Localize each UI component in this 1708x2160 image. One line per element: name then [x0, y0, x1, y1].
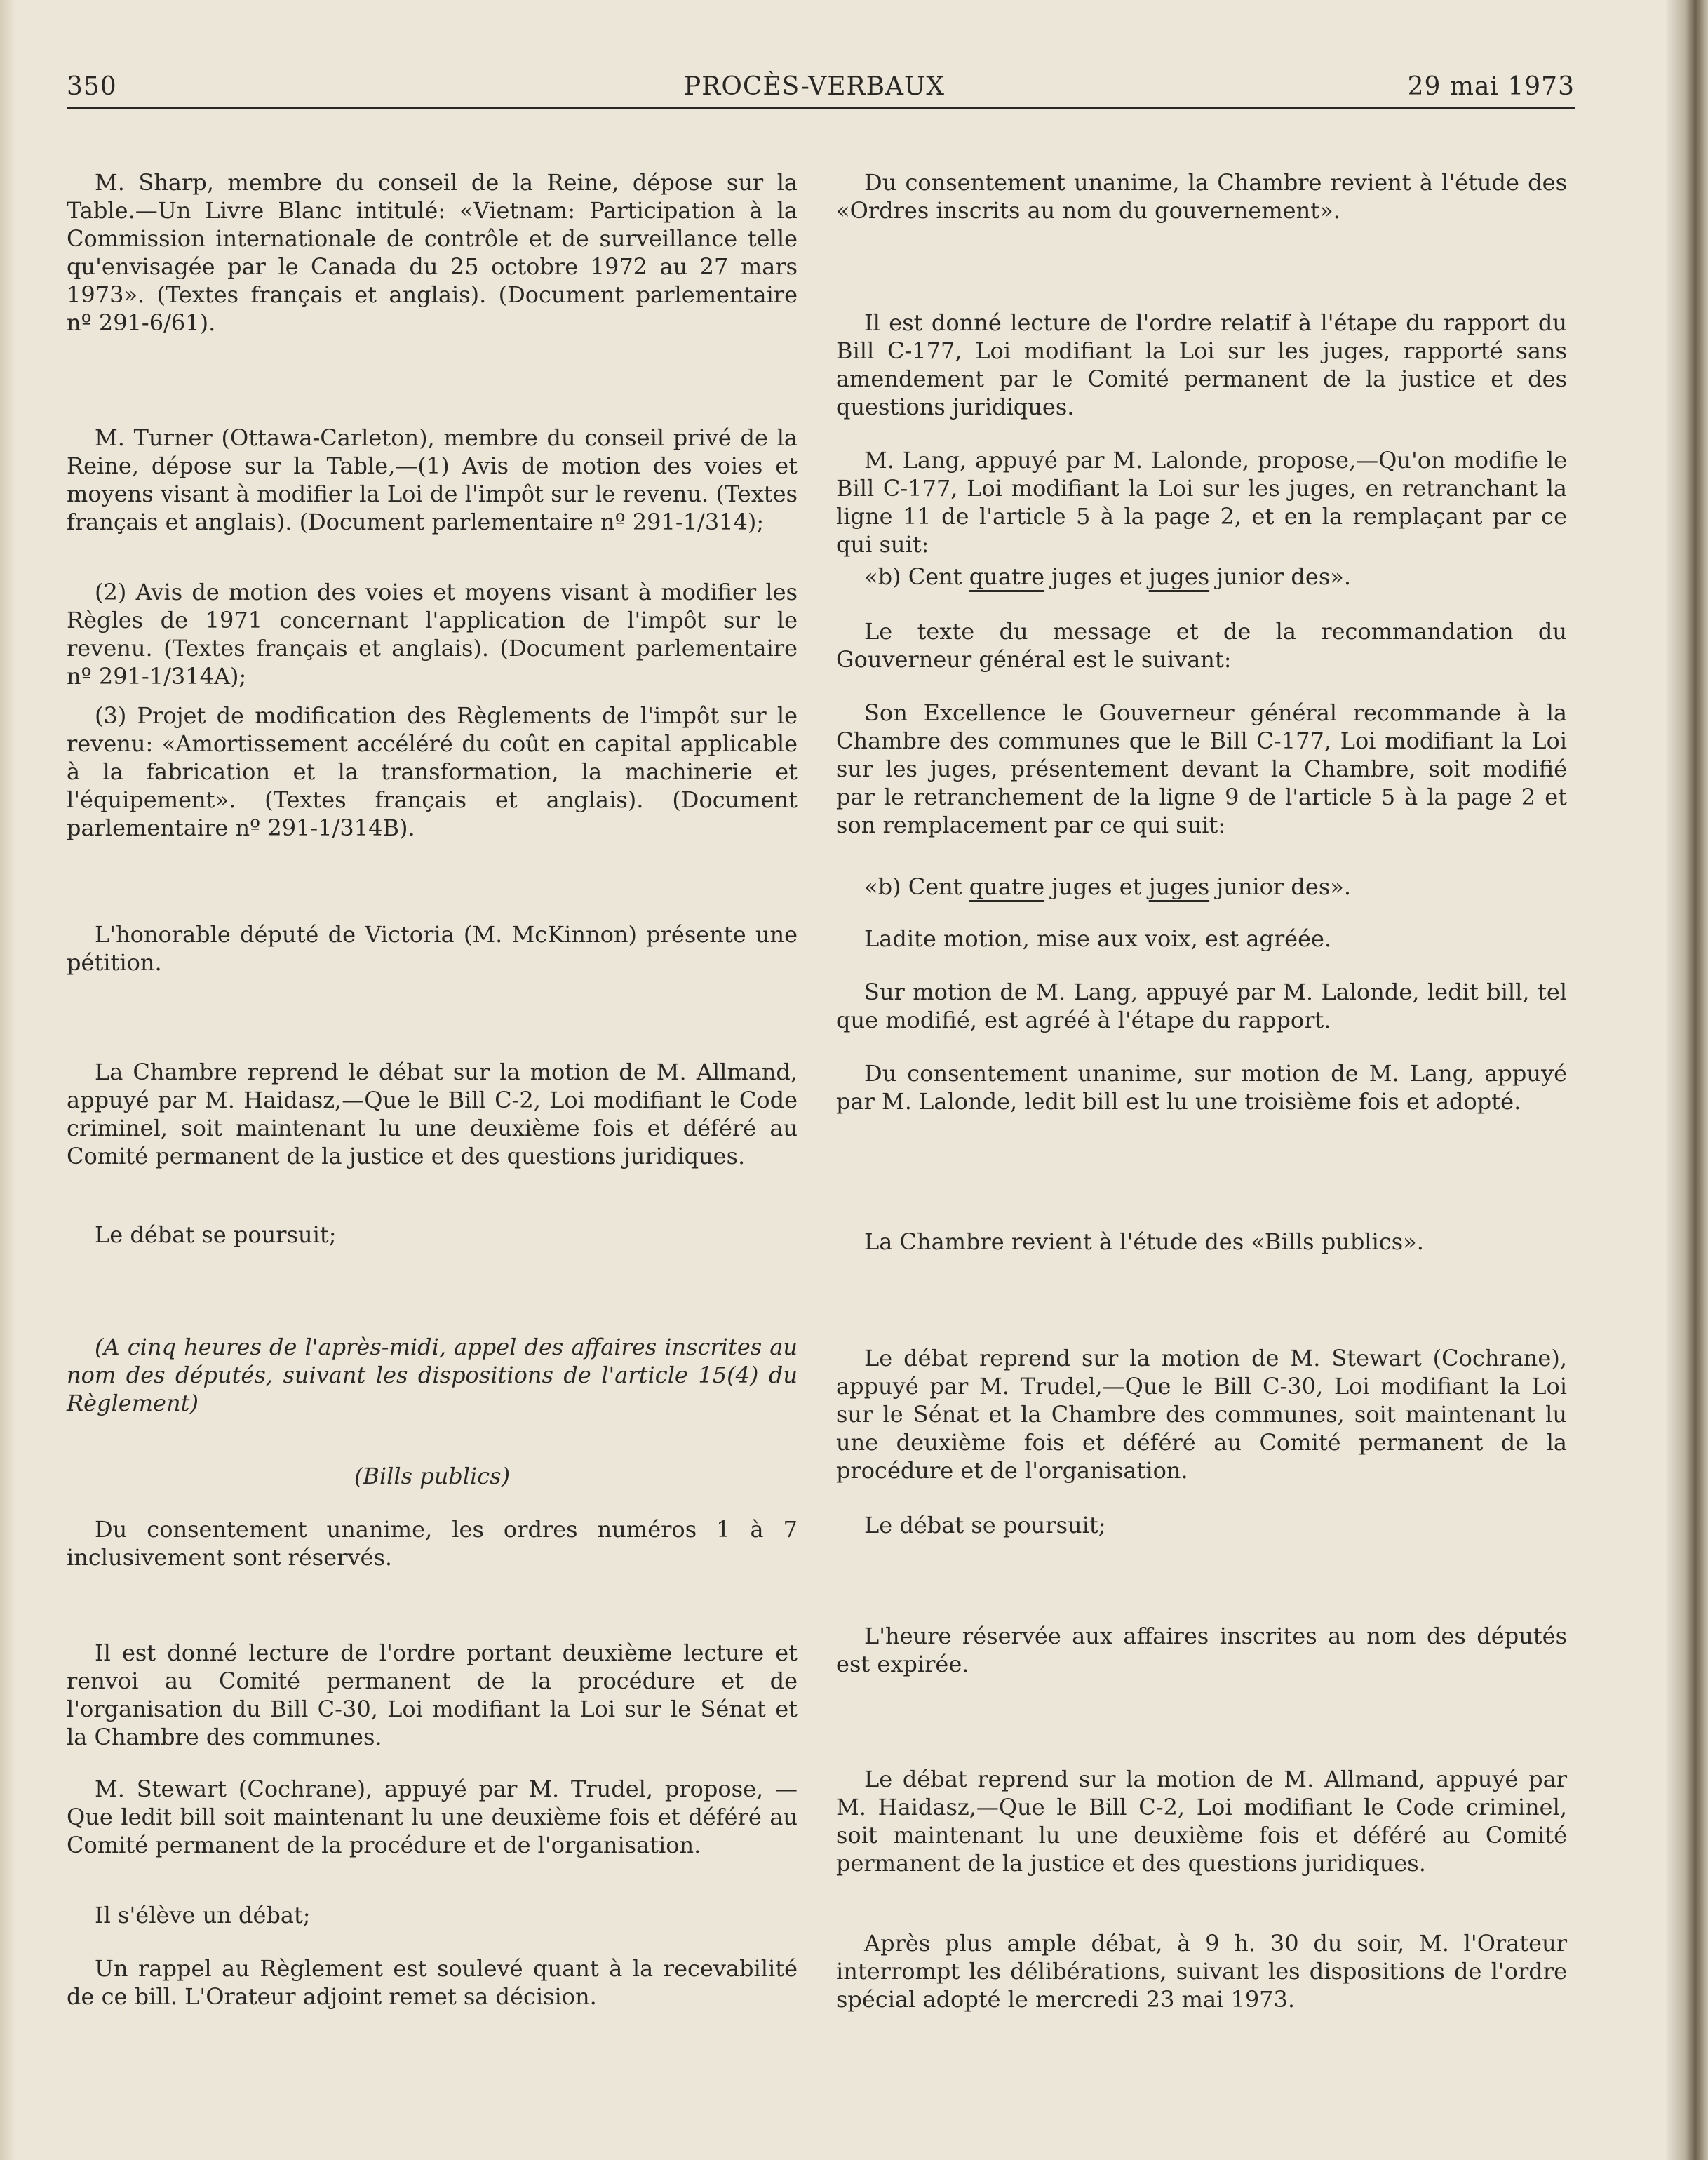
- underlined-word: juges: [1148, 873, 1210, 900]
- header-rule: [67, 107, 1575, 109]
- subheading: (Bills publics): [354, 1463, 511, 1489]
- paragraph: M. Stewart (Cochrane), appuyé par M. Trudel, propose, —Que ledit bill soit maintenant lu une deuxième fois et déféré au Comité permanent de la procédure et de l'organisation.: [67, 1776, 798, 1858]
- amendment-text: «b) Cent quatre juges et juges junior des».: [864, 563, 1351, 590]
- book-spine: [1666, 0, 1708, 2160]
- paragraph: Son Excellence le Gouverneur général recommande à la Chambre des communes que le Bill C-177, Loi modifiant la Loi sur les juges, présentement devant la Chambre, soit modifié par le retranchement de la ligne 9 de l'article 5 à la page 2 et son remplacement par ce qui suit:: [836, 699, 1567, 838]
- running-title: PROCÈS-VERBAUX: [684, 72, 945, 101]
- paragraph: Du consentement unanime, sur motion de M. Lang, appuyé par M. Lalonde, ledit bill est lu une troisième fois et adopté.: [836, 1060, 1567, 1115]
- paragraph: M. Lang, appuyé par M. Lalonde, propose,—Qu'on modifie le Bill C-177, Loi modifiant la Loi sur les juges, en retranchant la ligne 11 de l'article 5 à la page 2, et en la remplaçant par ce qui suit:: [836, 447, 1567, 558]
- running-header: [67, 72, 1575, 107]
- paragraph: Du consentement unanime, la Chambre revient à l'étude des «Ordres inscrits au nom du gouvernement».: [836, 169, 1567, 224]
- paragraph: L'honorable député de Victoria (M. McKinnon) présente une pétition.: [67, 921, 798, 976]
- paragraph: L'heure réservée aux affaires inscrites au nom des députés est expirée.: [836, 1623, 1567, 1677]
- amendment-text: «b) Cent quatre juges et juges junior des».: [864, 873, 1351, 900]
- paragraph: (3) Projet de modification des Règlements de l'impôt sur le revenu: «Amortissement accéléré du coût en capital applicable à la fabrication et la transformation, la machinerie et l'équipement». (Textes français et anglais). (Document parlementaire nº 291-1/314B).: [67, 702, 798, 841]
- paragraph: (2) Avis de motion des voies et moyens visant à modifier les Règles de 1971 concernant l'application de l'impôt sur le revenu. (Textes français et anglais). (Document parlementaire nº 291-1/314A);: [67, 579, 798, 690]
- paragraph: M. Sharp, membre du conseil de la Reine, dépose sur la Table.—Un Livre Blanc intitulé: «Vietnam: Participation à la Commission internationale de contrôle et de surveillance telle qu'envisagée par le Canada du 25 octobre 1972 au 27 mars 1973». (Textes français et anglais). (Document parlementaire nº 291-6/61).: [67, 169, 798, 336]
- paragraph: Le débat se poursuit;: [95, 1221, 337, 1248]
- left-page-edge: [0, 0, 15, 2160]
- paragraph: Le débat se poursuit;: [864, 1512, 1106, 1538]
- paragraph: Le texte du message et de la recommandation du Gouverneur général est le suivant:: [836, 618, 1567, 673]
- paragraph: Le débat reprend sur la motion de M. Allmand, appuyé par M. Haidasz,—Que le Bill C-2, Loi modifiant le Code criminel, soit maintenant lu une deuxième fois et déféré au Comité permanent de la justice et des questions juridiques.: [836, 1766, 1567, 1877]
- underlined-word: quatre: [969, 563, 1045, 590]
- paragraph: Ladite motion, mise aux voix, est agréée.: [864, 925, 1332, 952]
- paragraph: M. Turner (Ottawa-Carleton), membre du conseil privé de la Reine, dépose sur la Table,—(1) Avis de motion des voies et moyens visant à modifier la Loi de l'impôt sur le revenu. (Textes français et anglais). (Document parlementaire nº 291-1/314);: [67, 424, 798, 535]
- left-column: [67, 168, 798, 2020]
- paragraph: Un rappel au Règlement est soulevé quant à la recevabilité de ce bill. L'Orateur adjoint remet sa décision.: [67, 1955, 798, 2010]
- header-date: 29 mai 1973: [1407, 72, 1575, 101]
- paragraph: Le débat reprend sur la motion de M. Stewart (Cochrane), appuyé par M. Trudel,—Que le Bill C-30, Loi modifiant la Loi sur le Sénat et la Chambre des communes, soit maintenant lu une deuxième fois et déféré au Comité permanent de la procédure et de l'organisation.: [836, 1345, 1567, 1484]
- paragraph: (A cinq heures de l'après-midi, appel des affaires inscrites au nom des députés, suivant les dispositions de l'article 15(4) du Règlement): [67, 1334, 798, 1416]
- paragraph: Du consentement unanime, les ordres numéros 1 à 7 inclusivement sont réservés.: [67, 1516, 798, 1571]
- paragraph: Il est donné lecture de l'ordre portant deuxième lecture et renvoi au Comité permanent de la procédure et de l'organisation du Bill C-30, Loi modifiant la Loi sur le Sénat et la Chambre des communes.: [67, 1639, 798, 1750]
- paragraph: La Chambre revient à l'étude des «Bills publics».: [864, 1228, 1424, 1255]
- paragraph: La Chambre reprend le débat sur la motion de M. Allmand, appuyé par M. Haidasz,—Que le Bill C-2, Loi modifiant le Code criminel, soit maintenant lu une deuxième fois et déféré au Comité permanent de la justice et des questions juridiques.: [67, 1059, 798, 1169]
- right-column: [836, 168, 1567, 2020]
- underlined-word: quatre: [969, 873, 1045, 900]
- paragraph: Il est donné lecture de l'ordre relatif à l'étape du rapport du Bill C-177, Loi modifiant la Loi sur les juges, rapporté sans amendement par le Comité permanent de la justice et des questions juridiques.: [836, 309, 1567, 420]
- paragraph: Après plus ample débat, à 9 h. 30 du soir, M. l'Orateur interrompt les délibérations, suivant les dispositions de l'ordre spécial adopté le mercredi 23 mai 1973.: [836, 1930, 1567, 2013]
- page-number: 350: [67, 72, 117, 101]
- underlined-word: juges: [1148, 563, 1210, 590]
- paragraph: Sur motion de M. Lang, appuyé par M. Lalonde, ledit bill, tel que modifié, est agréé à l'étape du rapport.: [836, 979, 1567, 1033]
- paragraph: Il s'élève un débat;: [95, 1902, 311, 1928]
